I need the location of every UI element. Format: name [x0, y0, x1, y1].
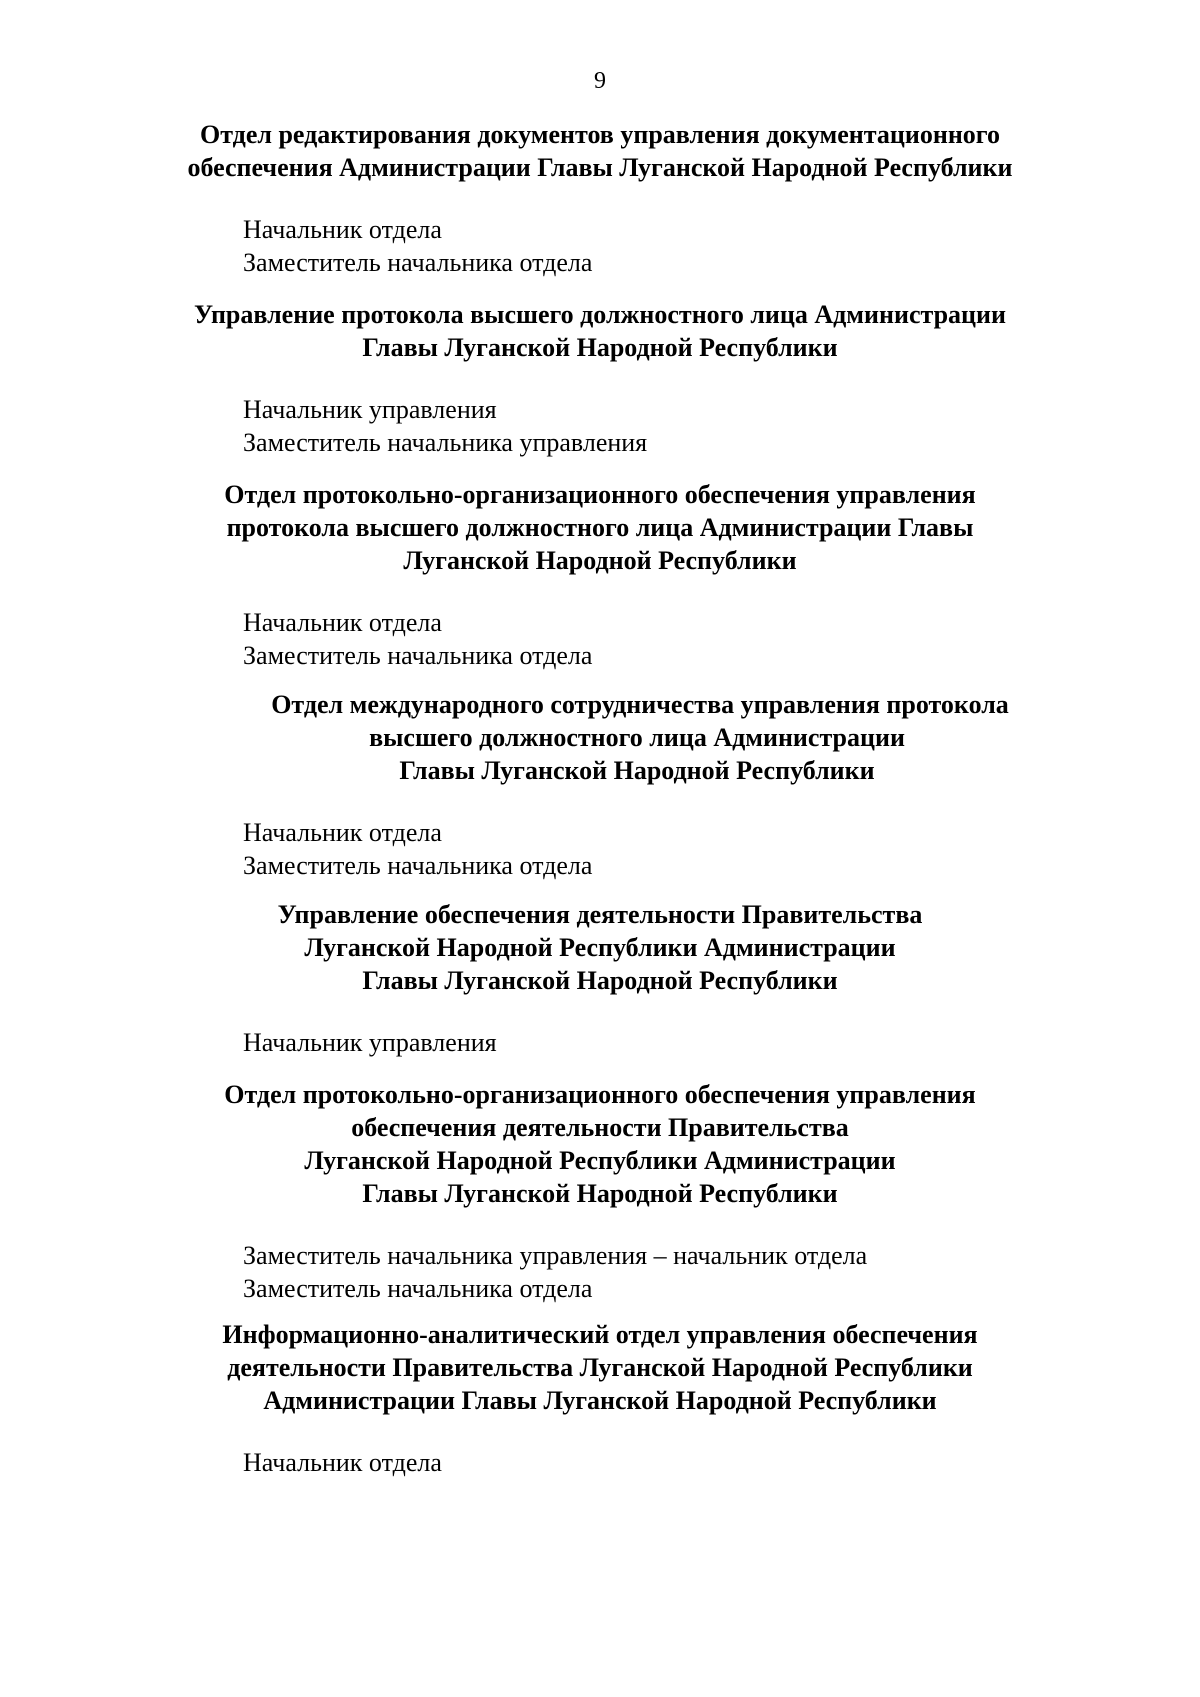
positions-list — [243, 1026, 1200, 1059]
section-title-line: Администрации Главы Луганской Народной Республики — [263, 1386, 937, 1415]
position-item: Начальник отдела — [243, 1448, 442, 1477]
section-title-line: Главы Луганской Народной Республики — [362, 966, 838, 995]
position-item: Заместитель начальника управления — [243, 428, 648, 457]
section-title-line: Главы Луганской Народной Республики — [399, 756, 875, 785]
section-title-line: обеспечения Администрации Главы Луганской Народной Республики — [187, 153, 1013, 182]
section-title-line: Управление протокола высшего должностного лица Администрации — [194, 300, 1006, 329]
positions-list — [243, 1446, 1200, 1479]
position-item: Начальник управления — [243, 1028, 497, 1057]
position-item: Заместитель начальника управления – начальник отдела — [243, 1241, 868, 1270]
section-title-line: Главы Луганской Народной Республики — [362, 1179, 838, 1208]
position-item: Начальник отдела — [243, 215, 442, 244]
section-information-analytical-department — [0, 1318, 1200, 1479]
section-title — [0, 688, 1200, 787]
section-title-line: Главы Луганской Народной Республики — [362, 333, 838, 362]
position-item: Начальник отдела — [243, 818, 442, 847]
positions-list — [243, 393, 1200, 459]
section-document-editing-department — [0, 118, 1200, 279]
position-item: Заместитель начальника отдела — [243, 851, 593, 880]
page-number: 9 — [594, 68, 606, 94]
section-title-line: Луганской Народной Республики Администрации — [304, 1146, 896, 1175]
section-title-line: Управление обеспечения деятельности Правительства — [277, 900, 923, 929]
section-title — [0, 1318, 1200, 1417]
section-title-line: протокола высшего должностного лица Администрации Главы — [226, 513, 974, 542]
position-item: Заместитель начальника отдела — [243, 641, 593, 670]
section-title-line: Отдел международного сотрудничества управления протокола — [271, 690, 1009, 719]
section-title-line: Отдел редактирования документов управления документационного — [200, 120, 1000, 149]
section-title-line: Луганской Народной Республики — [403, 546, 797, 575]
section-title-line: Луганской Народной Республики Администрации — [304, 933, 896, 962]
position-item: Начальник отдела — [243, 608, 442, 637]
section-protocol-organizational-department — [0, 478, 1200, 672]
section-title — [0, 478, 1200, 577]
section-international-cooperation-department — [0, 688, 1200, 882]
section-title — [0, 298, 1200, 364]
section-title — [0, 898, 1200, 997]
section-title — [0, 118, 1200, 184]
positions-list — [243, 1239, 1200, 1305]
section-government-protocol-organizational-department — [0, 1078, 1200, 1305]
section-title-line: деятельности Правительства Луганской Народной Республики — [227, 1353, 973, 1382]
section-title — [0, 1078, 1200, 1210]
position-item: Заместитель начальника отдела — [243, 248, 593, 277]
positions-list — [243, 606, 1200, 672]
positions-list — [243, 816, 1200, 882]
position-item: Заместитель начальника отдела — [243, 1274, 593, 1303]
section-title-line: Отдел протокольно-организационного обеспечения управления — [224, 480, 976, 509]
section-title-line: Отдел протокольно-организационного обеспечения управления — [224, 1080, 976, 1109]
section-title-line: высшего должностного лица Администрации — [369, 723, 905, 752]
section-title-line: Информационно-аналитический отдел управления обеспечения — [222, 1320, 978, 1349]
positions-list — [243, 213, 1200, 279]
section-government-support-directorate — [0, 898, 1200, 1059]
section-title-line: обеспечения деятельности Правительства — [351, 1113, 849, 1142]
section-protocol-directorate — [0, 298, 1200, 459]
position-item: Начальник управления — [243, 395, 497, 424]
